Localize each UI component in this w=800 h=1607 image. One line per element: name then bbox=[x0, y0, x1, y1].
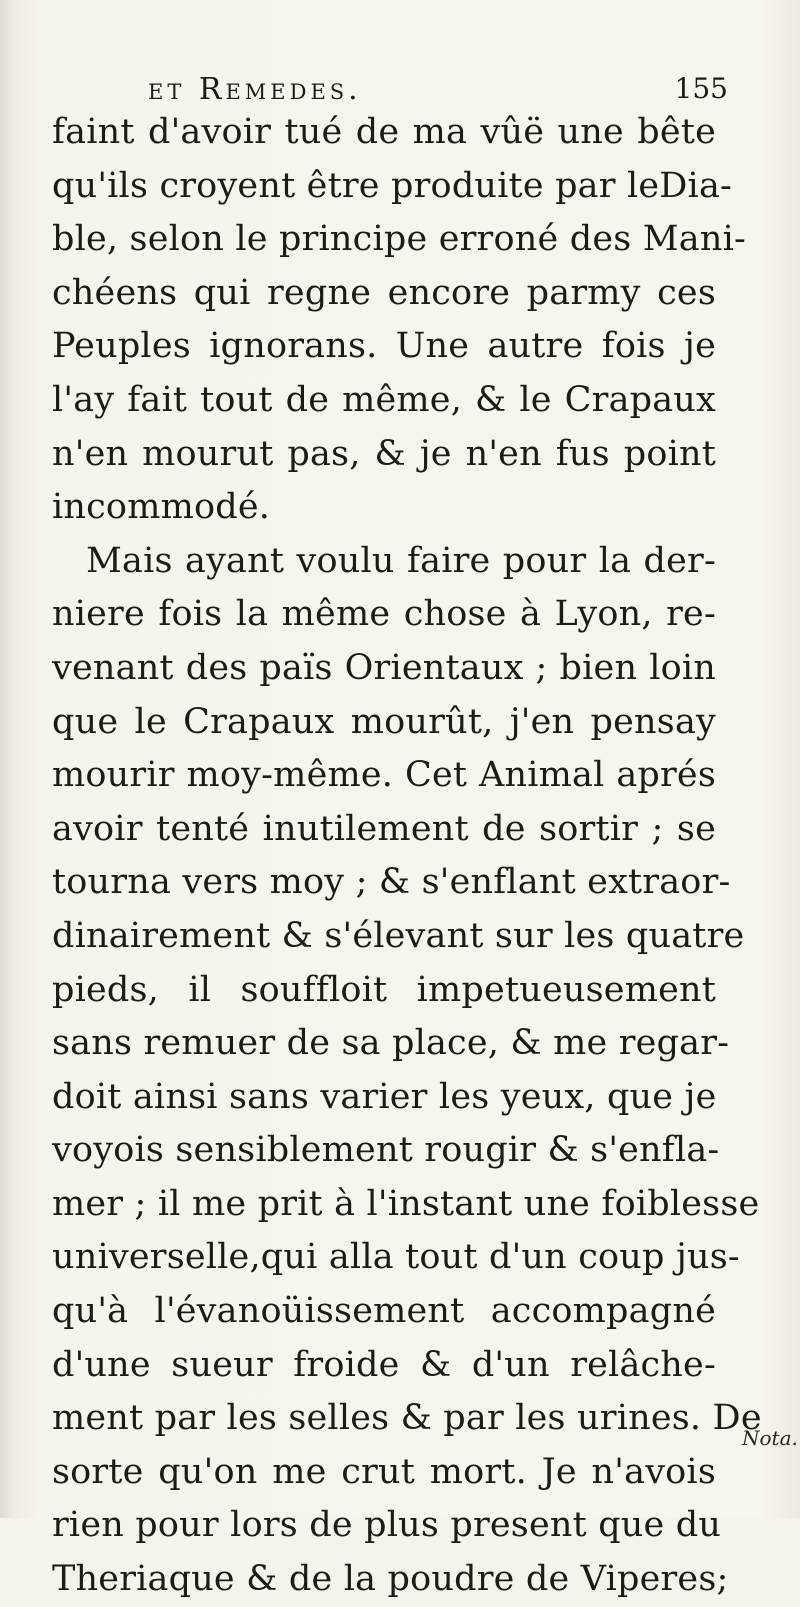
text-line: rien pour lors de plus present que du bbox=[52, 1505, 722, 1546]
text-line: ment par les selles & par les urines. De bbox=[52, 1398, 762, 1439]
text-line: tourna vers moy ; & s'enflant extraor- bbox=[52, 862, 731, 903]
page-gutter-shadow bbox=[0, 0, 14, 1518]
text-line: sorte qu'on me crut mort. Je n'avois bbox=[52, 1451, 716, 1492]
text-line: universelle,qui alla tout d'un coup jus- bbox=[52, 1237, 740, 1278]
text-line: Theriaque & de la poudre de Viperes; bbox=[52, 1559, 729, 1600]
page-number: 155 bbox=[674, 72, 728, 105]
text-line: venant des païs Orientaux ; bien loin bbox=[52, 647, 716, 688]
text-line: mer ; il me prit à l'instant une foiblesse bbox=[52, 1183, 760, 1224]
text-line: doit ainsi sans varier les yeux, que je bbox=[52, 1076, 717, 1117]
text-line: chéens qui regne encore parmy ces bbox=[52, 272, 716, 313]
margin-note: Nota. bbox=[742, 1426, 798, 1450]
text-line: avoir tenté inutilement de sortir ; se bbox=[52, 808, 716, 849]
text-line: pieds, il souffloit impetueusement bbox=[52, 969, 716, 1010]
body-text bbox=[52, 106, 762, 1607]
text-line: mourir moy-même. Cet Animal aprés bbox=[52, 755, 716, 796]
text-line: n'en mourut pas, & je n'en fus point bbox=[52, 433, 716, 474]
text-line: l'ay fait tout de même, & le Crapaux bbox=[52, 379, 716, 420]
text-line: dinairement & s'élevant sur les quatre bbox=[52, 915, 745, 956]
text-line: niere fois la même chose à Lyon, re- bbox=[52, 594, 716, 635]
text-line: sans remuer de sa place, & me regar- bbox=[52, 1023, 730, 1064]
text-line: faint d'avoir tué de ma vûë une bête bbox=[52, 112, 716, 152]
running-title: et Remedes. bbox=[148, 72, 362, 107]
text-line: Peuples ignorans. Une autre fois je bbox=[52, 326, 716, 367]
text-line: qu'ils croyent être produite par leDia- bbox=[52, 165, 733, 206]
text-line: incommodé. bbox=[52, 487, 271, 528]
text-line: que le Crapaux mourût, j'en pensay bbox=[52, 701, 716, 742]
paragraph-start-line: Mais ayant voulu faire pour la der- bbox=[86, 540, 716, 581]
text-line: voyois sensiblement rougir & s'enfla- bbox=[52, 1130, 720, 1171]
text-line: qu'à l'évanoüissement accompagné bbox=[52, 1291, 716, 1332]
text-line: d'une sueur froide & d'un relâche- bbox=[52, 1344, 716, 1385]
text-line: ble, selon le principe erroné des Mani- bbox=[52, 219, 747, 260]
